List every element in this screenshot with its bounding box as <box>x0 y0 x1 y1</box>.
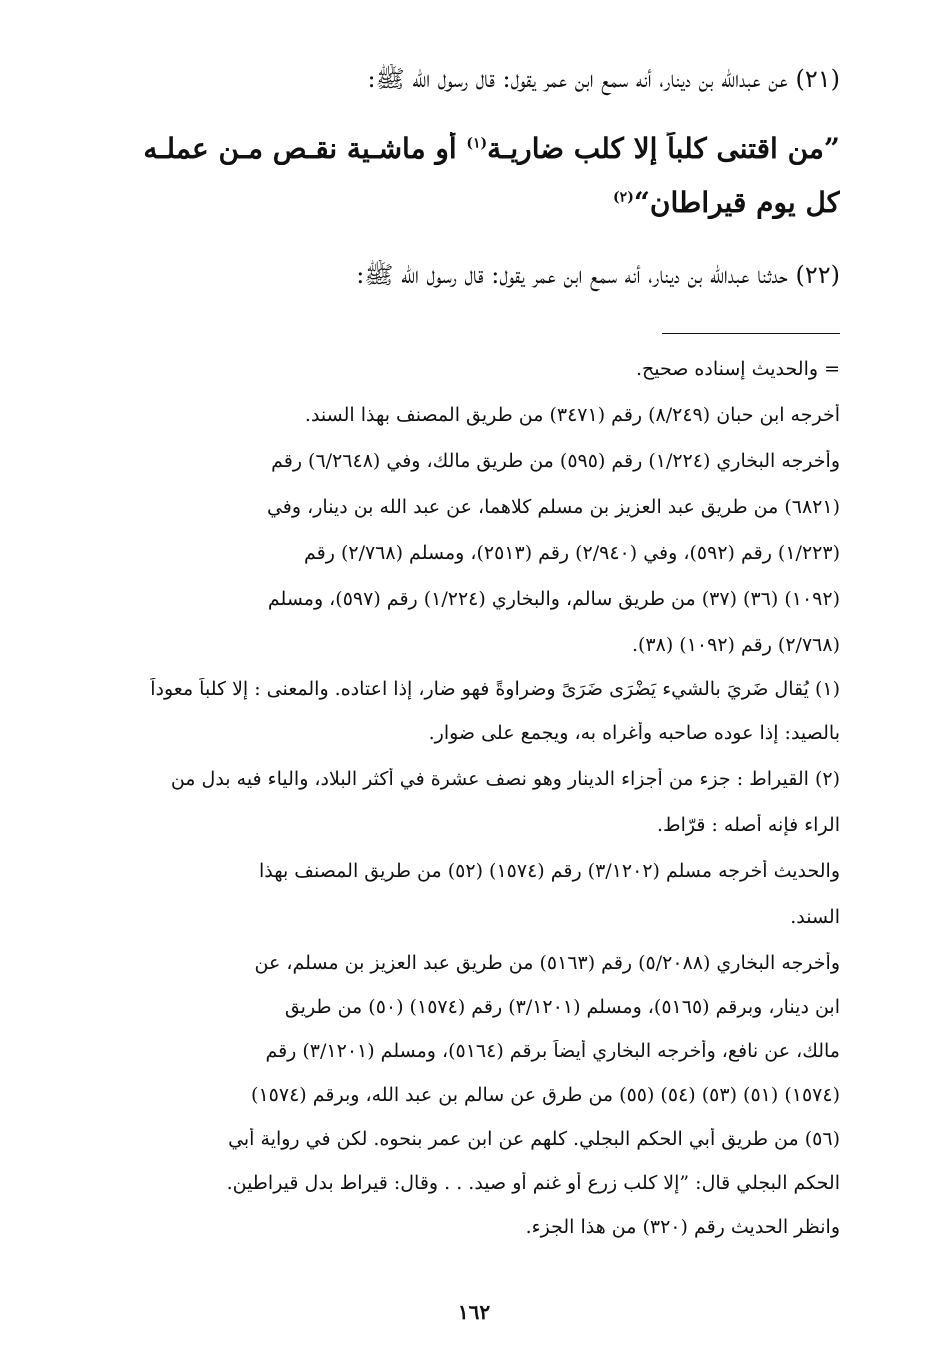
hadith-21-text-part-c: كل يوم قيراطان“ <box>633 186 840 219</box>
footnote-2-line: ابن دينار، وبرقم (٥١٦٥)، ومسلم (٣/١٢٠١) رقم (١٥٧٤) (٥٠) من طريق <box>284 996 840 1018</box>
hadith-21-text-part-b: أو ماشـية نقـص مـن عملـه <box>143 132 467 165</box>
footnote-1-line: بالصيد: إذا عوده صاحبه وأغراه به، ويجمع على ضوار. <box>428 722 840 744</box>
footnote-2-line: السند. <box>790 906 840 928</box>
footnote-1-line: (١) يُقال ضَرِيَ بالشيء يَضْرَى ضَرَىً وضراوةً فهو ضار، إذا اعتاده. والمعنى : إلا كلباً معوداً <box>150 678 840 700</box>
footnote-2-line: وانظر الحديث رقم (٣٢٠) من هذا الجزء. <box>525 1216 840 1238</box>
footnote-line: (٦٨٢١) من طريق عبد العزيز بن مسلم كلاهما، عن عبد الله بن دينار، وفي <box>266 496 840 518</box>
footnote-2-line: وأخرجه البخاري (٥/٢٠٨٨) رقم (٥١٦٣) من طريق عبد العزيز بن مسلم، عن <box>254 952 840 974</box>
footnote-ref-1: (١) <box>466 135 488 152</box>
footnote-2-line: مالك، عن نافع، وأخرجه البخاري أيضاً برقم (٥١٦٤)، ومسلم (٣/١٢٠١) رقم <box>265 1040 840 1062</box>
hadith-21-text-line-2 <box>92 186 840 219</box>
footnote-2-line: (٢) القيراط : جزء من أجزاء الدينار وهو نصف عشرة في أكثر البلاد، والياء فيه بدل من <box>170 768 840 790</box>
footnote-line: أخرجه ابن حبان (٨/٢٤٩) رقم (٣٤٧١) من طريق المصنف بهذا السند. <box>304 404 840 426</box>
footnote-line: (١٠٩٢) (٣٦) (٣٧) من طريق سالم، والبخاري (١/٢٢٤) رقم (٥٩٧)، ومسلم <box>267 588 840 610</box>
hadith-21-text-part-a: ”من اقتنى كلباً إلا كلب ضاريـة <box>487 132 840 165</box>
footnote-line: (٢/٧٦٨) رقم (١٠٩٢) (٣٨). <box>631 634 840 656</box>
book-page <box>92 0 840 1370</box>
footnote-2-line: (٥٦) من طريق أبي الحكم البجلي. كلهم عن ابن عمر بنحوه. لكن في رواية أبي <box>228 1128 840 1150</box>
footnote-2-line: والحديث أخرجه مسلم (٣/١٢٠٢) رقم (١٥٧٤) (٥٢) من طريق المصنف بهذا <box>258 860 840 882</box>
footnote-2-line: الحكم البجلي قال: ”إلا كلب زرع أو غنم أو صيد. . . وقال: قيراط بدل قيراطين. <box>226 1172 840 1194</box>
footnote-2-line: الراء فإنه أصله : قرّاط. <box>656 814 840 836</box>
footnote-ref-2: (٢) <box>613 189 634 206</box>
footnote-2-line: (١٥٧٤) (٥١) (٥٣) (٥٤) (٥٥) من طرق عن سالم بن عبد الله، وبرقم (١٥٧٤) <box>251 1084 840 1106</box>
hadith-22-intro: (٢٢) حدثنا عبدالله بن دينار، أنه سمع ابن عمر يقول: قال رسول الله ﷺ: <box>356 261 840 289</box>
hadith-21-intro: (٢١) عن عبدالله بن دينار، أنه سمع ابن عمر يقول: قال رسول الله ﷺ: <box>367 65 840 93</box>
footnote-line: = والحديث إسناده صحيح. <box>635 358 840 380</box>
footnote-separator <box>662 333 840 334</box>
page-number: ١٦٢ <box>457 1300 491 1324</box>
footnote-line: (١/٢٢٣) رقم (٥٩٢)، وفي (٢/٩٤٠) رقم (٢٥١٣)، ومسلم (٢/٧٦٨) رقم <box>304 542 840 564</box>
footnote-line: وأخرجه البخاري (١/٢٢٤) رقم (٥٩٥) من طريق مالك، وفي (٦/٢٦٤٨) رقم <box>271 450 840 472</box>
hadith-21-text-line-1 <box>92 132 840 165</box>
